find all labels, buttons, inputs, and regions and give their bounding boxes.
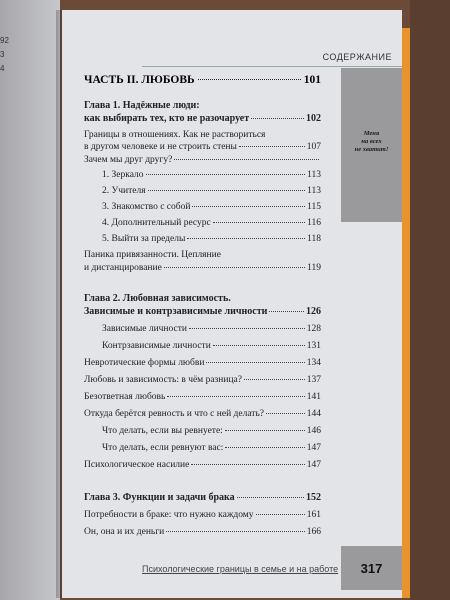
toc-entry-line1: Паника привязанности. Цепляние (84, 250, 221, 260)
dot-leader (187, 238, 305, 239)
facing-page-numbers (0, 34, 14, 76)
toc-entry-label: Невротические формы любви (84, 358, 205, 368)
dot-leader (237, 497, 304, 498)
toc-entry-label: в другом человеке и не строить стены (84, 142, 237, 152)
page-number: 113 (307, 170, 321, 180)
toc-entry-label: Что делать, если ревнуют вас: (102, 443, 224, 453)
page-number: 128 (306, 324, 321, 334)
facing-page (0, 0, 60, 600)
side-motto: Меня на всех не хватит! (354, 130, 389, 153)
toc-entry (84, 263, 321, 273)
facing-page-number: 92 (0, 36, 9, 45)
page-number: 134 (306, 358, 321, 368)
page-number: 102 (306, 113, 321, 124)
toc-entry-label: и дистанцирование (84, 263, 162, 273)
page-number: 115 (307, 202, 321, 212)
toc-subentry (102, 234, 321, 244)
toc-entry (84, 358, 321, 368)
toc-entry-label: 2. Учителя (102, 186, 146, 196)
contents-page (62, 10, 402, 598)
part-title: ЧАСТЬ II. ЛЮБОВЬ (84, 74, 195, 86)
chapter2-title (84, 306, 321, 317)
toc-entry-label: 1. Зеркало (102, 170, 144, 180)
dot-leader (225, 447, 304, 448)
chapter2-title-line2: Зависимые и контрзависимые личности (84, 306, 268, 317)
toc-entry-line1: Границы в отношениях. Как не раствориться (84, 130, 266, 140)
toc-entry-label: Что делать, если вы ревнуете: (102, 426, 223, 436)
chapter3-title-label: Глава 3. Функции и задачи брака (84, 492, 235, 503)
toc-entry-label: 4. Дополнительный ресурс (102, 218, 211, 228)
chapter1-title (84, 113, 321, 124)
page-number: 147 (306, 460, 321, 470)
toc-entry (84, 142, 321, 152)
dot-leader (189, 328, 305, 329)
toc-subentry (102, 218, 321, 228)
toc-entry-label: Зачем мы друг другу? (84, 155, 173, 165)
part-heading (84, 74, 321, 86)
toc-entry (102, 341, 321, 351)
page-number: 116 (307, 218, 321, 228)
toc-subentry (102, 170, 321, 180)
chapter3-title (84, 492, 321, 503)
dot-leader (256, 514, 305, 515)
page-number: 118 (307, 234, 321, 244)
toc-entry-label: 5. Выйти за пределы (102, 234, 186, 244)
dot-leader (225, 430, 305, 431)
page-number-box (341, 546, 402, 590)
dot-leader (191, 464, 304, 465)
book-title-footer: Психологические границы в семье и на работе (142, 564, 339, 574)
page-number: 141 (306, 392, 321, 402)
facing-page-number: 4 (0, 64, 5, 73)
toc-entry-label: Контрзависимые личности (102, 341, 211, 351)
dot-leader (192, 206, 305, 207)
toc-entry (84, 392, 321, 402)
toc-subentry (102, 202, 321, 212)
dot-leader (266, 413, 305, 414)
dot-leader (146, 174, 306, 175)
dot-leader (269, 311, 304, 312)
toc-entry (102, 324, 321, 334)
folio: 317 (360, 560, 383, 576)
dot-leader (239, 146, 305, 147)
toc-entry (84, 375, 321, 385)
page-number: 144 (306, 409, 321, 419)
header-rule (142, 66, 402, 67)
toc-entry (84, 527, 321, 537)
page-number: 113 (307, 186, 321, 196)
chapter2-title-line1: Глава 2. Любовная зависимость. (84, 293, 231, 304)
page-number: 166 (306, 527, 321, 537)
toc-entry (84, 155, 321, 165)
toc-entry-label: Откуда берётся ревность и что с ней делать? (84, 409, 264, 419)
dot-leader (198, 79, 301, 80)
chapter1-title-line2: как выбирать тех, кто не разочарует (84, 113, 250, 124)
side-tab (341, 68, 402, 222)
dot-leader (164, 267, 305, 268)
toc-entry (102, 443, 321, 453)
toc-entry (84, 460, 321, 470)
toc-entry (84, 409, 321, 419)
toc-entry-label: Любовь и зависимость: в чём разница? (84, 375, 242, 385)
toc-entry (84, 510, 321, 520)
facing-page-number: 3 (0, 50, 5, 59)
book-edge (402, 28, 410, 598)
running-head: СОДЕРЖАНИЕ (322, 52, 392, 62)
dot-leader (251, 118, 304, 119)
chapter1-title-line1: Глава 1. Надёжные люди: (84, 100, 200, 111)
dot-leader (244, 379, 305, 380)
dot-leader (206, 362, 304, 363)
page-number: 147 (306, 443, 321, 453)
page-number: 146 (306, 426, 321, 436)
page-number: 137 (306, 375, 321, 385)
dot-leader (213, 345, 305, 346)
page-number: 131 (306, 341, 321, 351)
toc-entry-label: Потребности в браке: что нужно каждому (84, 510, 254, 520)
toc-entry-label: 3. Знакомство с собой (102, 202, 191, 212)
toc-subentry (102, 186, 321, 196)
toc-entry-label: Безответная любовь (84, 392, 166, 402)
dot-leader (174, 159, 319, 160)
page-number: 107 (306, 142, 321, 152)
toc-entry (102, 426, 321, 436)
dot-leader (148, 190, 306, 191)
toc-entry-label: Психологическое насилие (84, 460, 190, 470)
page-number: 126 (306, 306, 321, 317)
toc-entry-label: Зависимые личности (102, 324, 187, 334)
page-number: 152 (306, 492, 321, 503)
part-page: 101 (303, 74, 321, 86)
dot-leader (166, 531, 305, 532)
page-number: 161 (306, 510, 321, 520)
dot-leader (213, 222, 305, 223)
dot-leader (167, 396, 304, 397)
background-surface (410, 0, 450, 600)
page-number: 119 (307, 263, 321, 273)
toc-entry-label: Он, она и их деньги (84, 527, 165, 537)
